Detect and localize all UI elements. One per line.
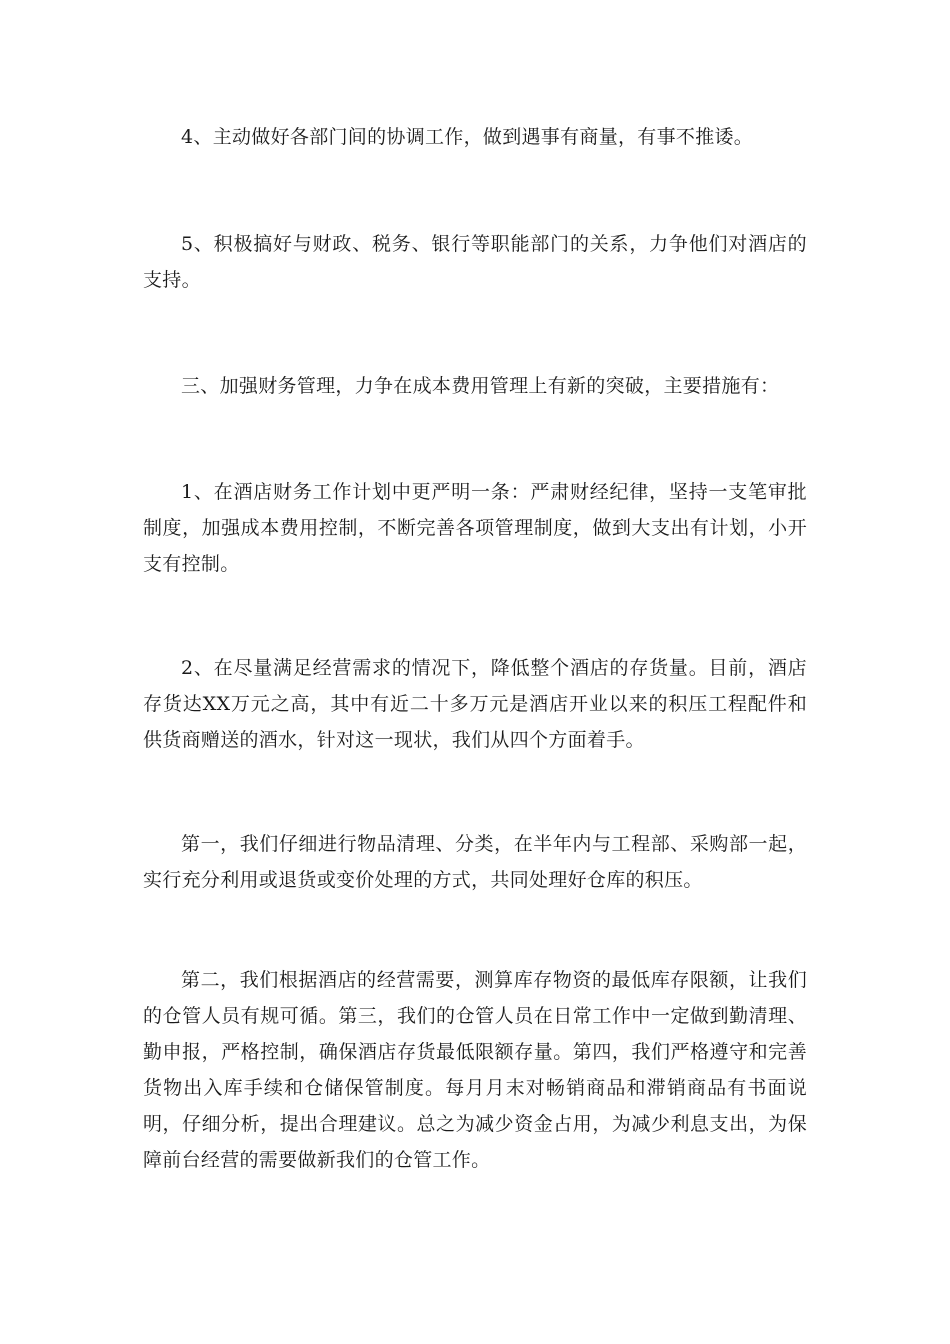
section-heading-3: 三、加强财务管理，力争在成本费用管理上有新的突破，主要措施有：	[181, 375, 780, 397]
paragraph-measure-2: 2、在尽量满足经营需求的情况下，降低整个酒店的存货量。目前，酒店存货达XX万元之高，其中有近二十多万元是酒店开业以来的积压工程配件和供货商赠送的酒水，针对这一现状，我们从四个方面着手。	[143, 657, 807, 751]
paragraph-measure-1: 1、在酒店财务工作计划中更严明一条：严肃财经纪律，坚持一支笔审批制度，加强成本费用控制，不断完善各项管理制度，做到大支出有计划，小开支有控制。	[143, 481, 807, 575]
paragraph-first-aspect: 第一，我们仔细进行物品清理、分类，在半年内与工程部、采购部一起，实行充分利用或退货或变价处理的方式，共同处理好仓库的积压。	[143, 833, 807, 891]
paragraph-second-to-fourth-aspects: 第二，我们根据酒店的经营需要，测算库存物资的最低库存限额，让我们的仓管人员有规可循。第三，我们的仓管人员在日常工作中一定做到勤清理、勤申报，严格控制，确保酒店存货最低限额存量。第四，我们严格遵守和完善货物出入库手续和仓储保管制度。每月月末对畅销商品和滞销商品有书面说明，仔细分析，提出合理建议。总之为减少资金占用，为减少利息支出，为保障前台经营的需要做新我们的仓管工作。	[143, 969, 807, 1171]
paragraph-item-4: 4、主动做好各部门间的协调工作，做到遇事有商量，有事不推诿。	[181, 126, 754, 148]
paragraph-item-5: 5、积极搞好与财政、税务、银行等职能部门的关系，力争他们对酒店的支持。	[143, 233, 807, 291]
